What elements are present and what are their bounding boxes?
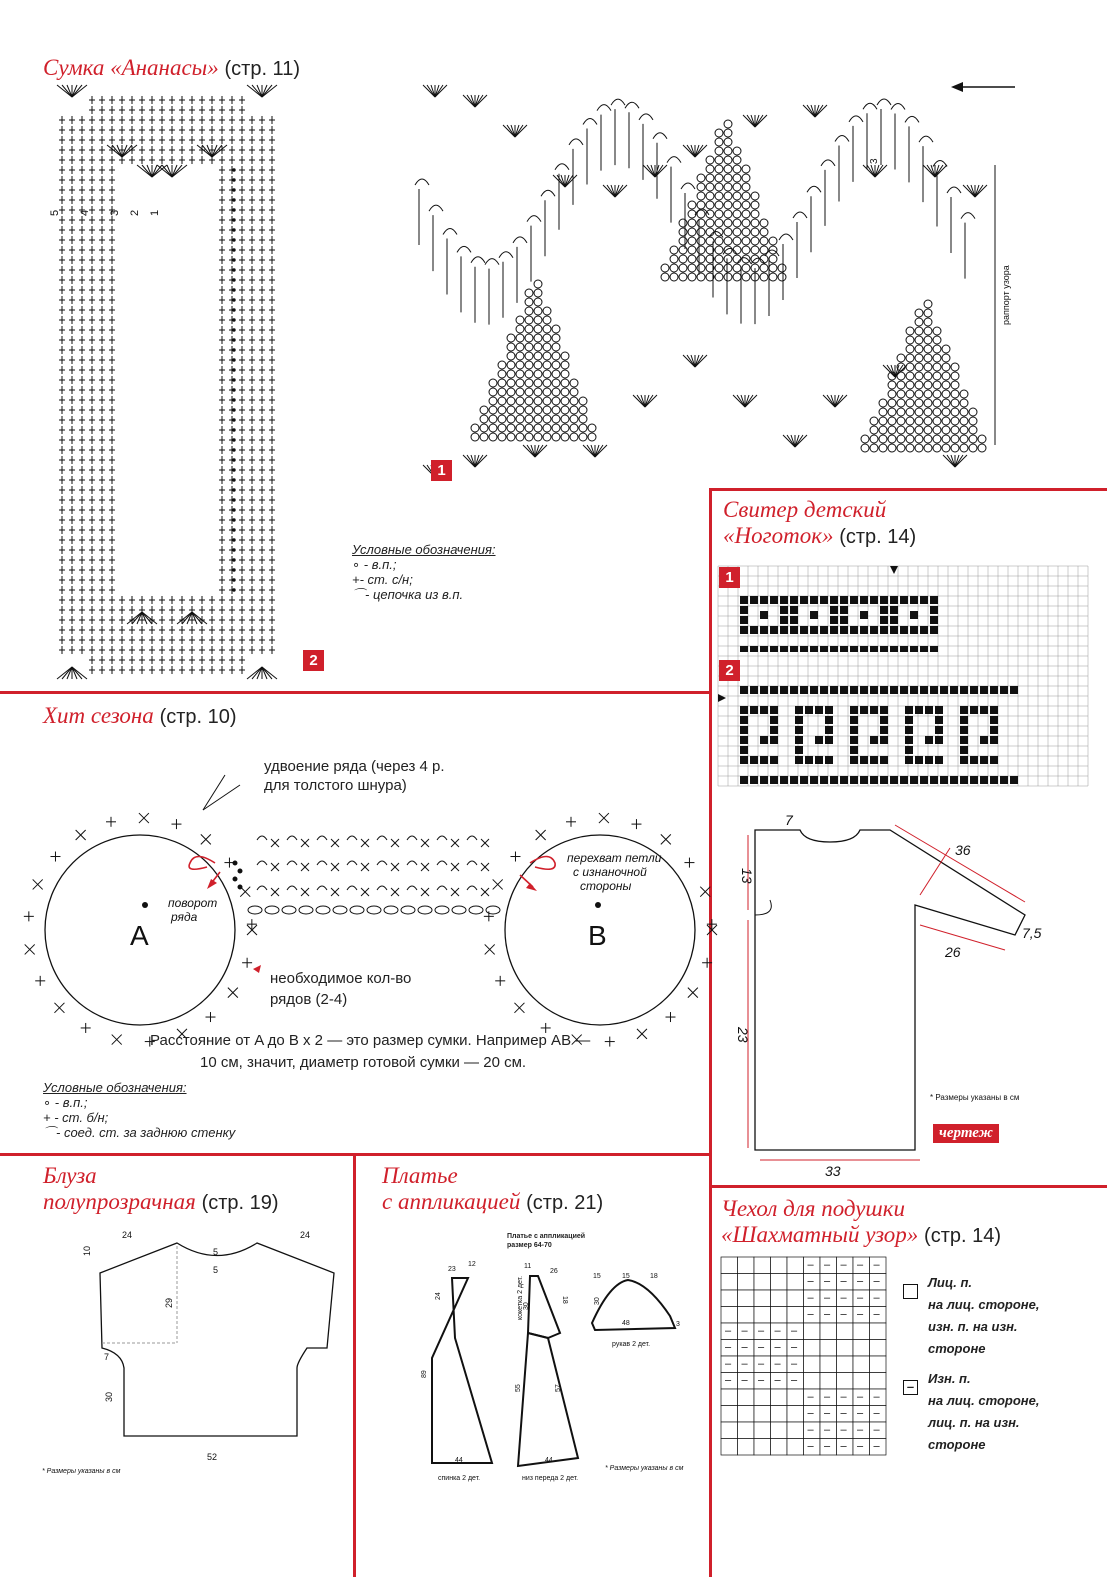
svg-text:15: 15	[622, 1273, 630, 1280]
sweater-pattern	[735, 810, 1080, 1179]
dim-neck-w: 5	[213, 1247, 219, 1257]
svg-text:55: 55	[515, 1384, 522, 1392]
arrow-right-icon	[718, 694, 726, 702]
purl-key-icon: –	[903, 1380, 918, 1395]
svg-text:44: 44	[455, 1457, 463, 1464]
svg-text:–: –	[873, 1292, 880, 1304]
hit-description: Расстояние от A до B x 2 — это размер сумки. Например AB — 10 см, значит, диаметр готовой сумки — 20 см.	[150, 1032, 591, 1071]
dim-sleeve: 36	[955, 842, 971, 858]
svg-text:26: 26	[550, 1268, 558, 1275]
svg-text:–: –	[840, 1259, 847, 1271]
svg-text:15: 15	[593, 1273, 601, 1280]
row-number: 4	[79, 209, 91, 216]
svg-text:30: 30	[594, 1297, 601, 1305]
svg-text:48: 48	[622, 1320, 630, 1327]
legend-heading: Условные обозначения:	[352, 542, 496, 557]
dress-subtitle: Платье с аппликацией размер 64-70	[507, 1233, 586, 1249]
svg-text:–: –	[857, 1424, 864, 1436]
hit-title: Хит сезона (стр. 10)	[43, 703, 237, 728]
legend-heading: Условные обозначения:	[43, 1080, 187, 1095]
svg-text:–: –	[774, 1374, 781, 1387]
svg-text:–: –	[857, 1407, 864, 1420]
legend-item: ∘ - в.п.;	[43, 1095, 88, 1110]
back-caption: спинка 2 дет.	[438, 1475, 481, 1482]
svg-text:–: –	[840, 1275, 847, 1288]
svg-text:30: 30	[523, 1302, 530, 1310]
hit-note-rows: необходимое кол-во рядов (2-4)	[270, 970, 412, 1008]
front-caption: низ переда 2 дет.	[522, 1475, 579, 1482]
sweater-badge-1: 1	[719, 567, 740, 588]
svg-text:–: –	[741, 1325, 748, 1337]
svg-text:–: –	[873, 1424, 880, 1436]
dress-pattern	[400, 1258, 710, 1488]
svg-text:–: –	[873, 1440, 880, 1453]
svg-text:24: 24	[435, 1292, 442, 1300]
legend-item: ∘ - в.п.;	[352, 557, 397, 572]
dim-depth: 29	[164, 1297, 174, 1308]
dress-title: Платье с аппликацией (стр. 21)	[382, 1163, 604, 1214]
turn-note: поворот ряда	[168, 896, 218, 924]
svg-text:–: –	[857, 1259, 864, 1271]
svg-text:–: –	[840, 1292, 847, 1304]
svg-text:–: –	[840, 1308, 847, 1321]
svg-text:–: –	[774, 1325, 781, 1337]
legend-item: ⌒- цепочка из в.п.	[352, 587, 464, 602]
blouse-title: Блуза полупрозрачная (стр. 19)	[43, 1163, 279, 1214]
dim-armhole: 7	[104, 1352, 110, 1362]
dim-length: 23	[735, 1027, 751, 1043]
svg-text:–: –	[824, 1407, 831, 1420]
svg-text:–: –	[807, 1440, 814, 1453]
svg-text:–: –	[873, 1259, 880, 1271]
arrow-head-icon	[951, 82, 963, 92]
blouse-pattern	[42, 1228, 382, 1478]
svg-text:–: –	[824, 1292, 831, 1304]
svg-text:–: –	[807, 1259, 814, 1271]
svg-text:–: –	[774, 1358, 781, 1370]
svg-text:–: –	[774, 1341, 781, 1354]
svg-text:57: 57	[555, 1384, 562, 1392]
svg-text:–: –	[824, 1440, 831, 1453]
svg-text:–: –	[807, 1275, 814, 1288]
svg-text:–: –	[873, 1275, 880, 1288]
svg-text:–: –	[725, 1325, 732, 1337]
svg-text:12: 12	[468, 1261, 476, 1268]
svg-text:–: –	[840, 1407, 847, 1420]
dim-width: 33	[825, 1163, 841, 1179]
svg-text:–: –	[840, 1440, 847, 1453]
dim-neck-d: 5	[213, 1265, 219, 1275]
row-number: 1	[149, 209, 161, 216]
svg-text:18: 18	[650, 1273, 658, 1280]
legend-item: +- ст. с/н;	[352, 572, 413, 587]
svg-text:–: –	[758, 1341, 765, 1354]
svg-text:11: 11	[524, 1263, 532, 1270]
arrow-down-icon	[890, 566, 898, 574]
bag-badge-2: 2	[303, 650, 324, 671]
svg-text:–: –	[857, 1292, 864, 1304]
sleeve-caption: рукав 2 дет.	[612, 1341, 651, 1348]
knit-key-icon	[903, 1284, 918, 1299]
size-note: * Размеры указаны в см	[930, 1093, 1020, 1102]
legend-item: + - ст. б/н;	[43, 1110, 109, 1125]
bag-badge-1: 1	[431, 460, 452, 481]
svg-text:–: –	[791, 1358, 798, 1370]
svg-text:–: –	[824, 1275, 831, 1288]
dim-cuff: 7,5	[1022, 925, 1042, 941]
svg-text:–: –	[758, 1358, 765, 1370]
marker-3: 3	[869, 158, 880, 164]
svg-text:–: –	[857, 1391, 864, 1403]
svg-text:–: –	[873, 1391, 880, 1403]
svg-text:–: –	[741, 1358, 748, 1370]
dim-shoulder: 13	[739, 868, 755, 884]
svg-text:–: –	[840, 1424, 847, 1436]
dim-neck: 7	[785, 812, 793, 828]
svg-text:–: –	[741, 1341, 748, 1354]
sweater-title: Свитер детский «Ноготок» (стр. 14)	[723, 497, 917, 548]
hit-legend	[43, 1080, 235, 1140]
svg-text:–: –	[807, 1424, 814, 1436]
dim-shoulder: 10	[82, 1245, 92, 1256]
svg-text:–: –	[725, 1374, 732, 1387]
svg-text:–: –	[824, 1424, 831, 1436]
divider-h-right-top	[709, 488, 1107, 491]
svg-text:–: –	[824, 1259, 831, 1271]
legend-item: ⌒- соед. ст. за заднюю стенку	[43, 1125, 236, 1140]
svg-text:–: –	[791, 1325, 798, 1337]
svg-text:–: –	[807, 1292, 814, 1304]
bag-title: Сумка «Ананасы» (стр. 11)	[43, 55, 300, 80]
sweater-chart	[718, 566, 1098, 791]
svg-text:–: –	[857, 1440, 864, 1453]
svg-text:23: 23	[448, 1266, 456, 1273]
cushion-chart	[721, 1257, 891, 1462]
svg-text:–: –	[758, 1325, 765, 1337]
dim-underarm: 26	[945, 944, 961, 960]
size-note: * Размеры указаны в см	[42, 1468, 121, 1475]
size-note: * Размеры указаны в см	[605, 1465, 684, 1472]
bag-legend	[352, 542, 496, 602]
svg-text:–: –	[791, 1341, 798, 1354]
svg-text:–: –	[758, 1374, 765, 1387]
svg-text:–: –	[725, 1358, 732, 1370]
dim-top-right: 24	[300, 1230, 311, 1240]
svg-text:–: –	[807, 1308, 814, 1321]
dim-bottom: 52	[207, 1452, 218, 1462]
svg-text:–: –	[725, 1341, 732, 1354]
divider-h-right-bottom	[709, 1185, 1107, 1188]
bag-chart-pineapple	[395, 65, 1015, 485]
svg-text:–: –	[857, 1308, 864, 1321]
cushion-title: Чехол для подушки «Шахматный узор» (стр. 14)	[721, 1196, 1002, 1247]
svg-text:18: 18	[561, 1296, 568, 1304]
svg-text:–: –	[840, 1391, 847, 1403]
row-number: 2	[129, 209, 141, 216]
svg-text:–: –	[824, 1308, 831, 1321]
svg-text:–: –	[807, 1407, 814, 1420]
svg-text:–: –	[824, 1391, 831, 1403]
row-number: 3	[109, 209, 121, 216]
dim-side: 30	[104, 1391, 114, 1402]
svg-text:–: –	[741, 1374, 748, 1387]
hit-note-double: удвоение ряда (через 4 р. для толстого шнура)	[264, 758, 445, 794]
bag-chart-strip	[49, 82, 292, 682]
point-a-label: A	[130, 920, 149, 951]
svg-text:кокетка 2 дет.: кокетка 2 дет.	[517, 1275, 524, 1320]
svg-text:–: –	[857, 1275, 864, 1288]
divider-h-1	[0, 691, 711, 694]
drawing-label: чертеж	[933, 1124, 999, 1143]
svg-text:–: –	[873, 1407, 880, 1420]
cushion-key: Лиц. п. на лиц. стороне, изн. п. на изн. стороне – Изн. п. на лиц. стороне, лиц. п. на изн. стороне	[903, 1272, 1039, 1456]
svg-text:–: –	[791, 1374, 798, 1387]
point-b-label: B	[588, 920, 607, 951]
loop-note: перехват петли с изнаночной стороны	[567, 851, 662, 893]
sweater-badge-2: 2	[719, 660, 740, 681]
svg-text:–: –	[807, 1391, 814, 1403]
dim-top-left: 24	[122, 1230, 133, 1240]
svg-text:44: 44	[545, 1457, 553, 1464]
row-number: 5	[49, 209, 61, 216]
svg-text:–: –	[873, 1308, 880, 1321]
svg-text:89: 89	[421, 1370, 428, 1378]
repeat-label: раппорт узора	[1001, 265, 1011, 325]
svg-text:3: 3	[676, 1321, 680, 1328]
